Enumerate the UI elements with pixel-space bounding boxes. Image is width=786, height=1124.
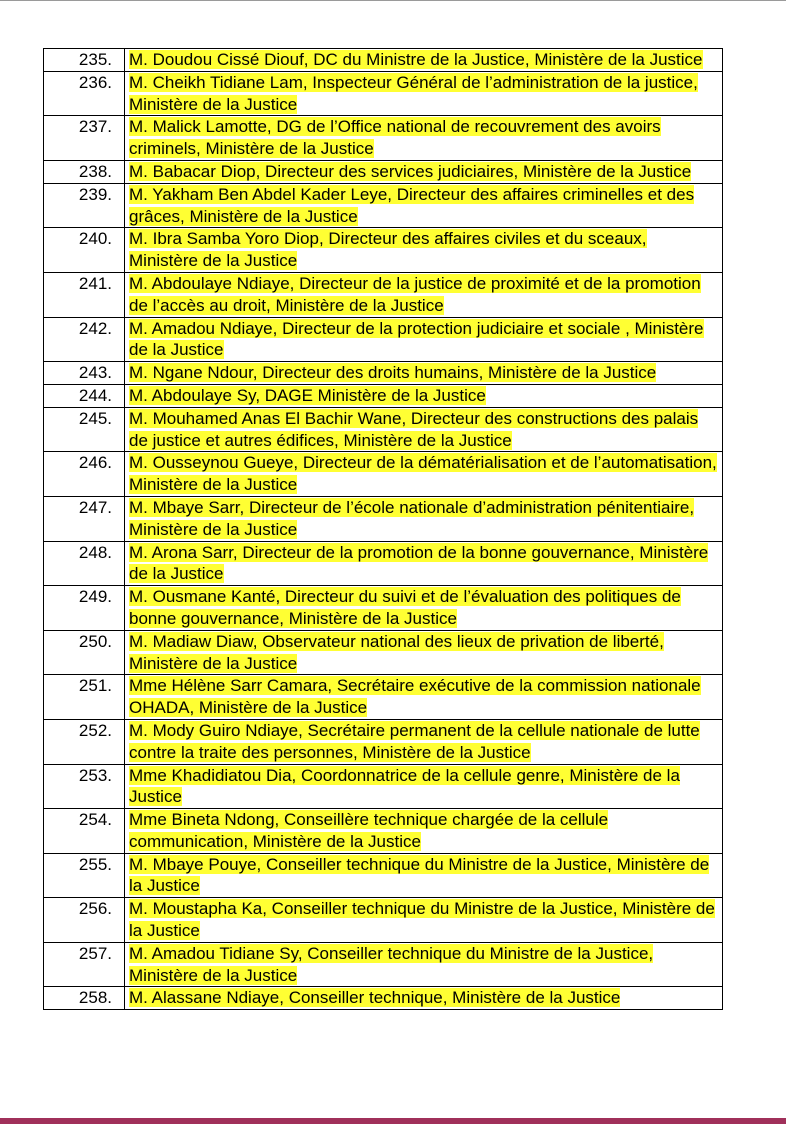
row-entry [125,987,723,1010]
table-row [44,452,723,497]
highlighted-text: M. Abdoulaye Sy, DAGE Ministère de la Justice [129,385,486,405]
attendee-list-table [43,48,723,1010]
table-row [44,116,723,161]
highlighted-text: M. Mbaye Sarr, Directeur de l’école nationale d’administration pénitentiaire, Ministère de la Justice [129,497,695,539]
highlighted-text: M. Abdoulaye Ndiaye, Directeur de la justice de proximité et de la promotion de l’accès au droit, Ministère de la Justice [129,273,701,315]
table-row [44,675,723,720]
row-number: 237. [44,116,125,161]
table-row [44,317,723,362]
row-entry [125,809,723,854]
table-row [44,853,723,898]
row-entry [125,675,723,720]
table-row [44,384,723,407]
table-row [44,496,723,541]
row-entry [125,384,723,407]
table-row [44,541,723,586]
row-entry [125,898,723,943]
row-number: 248. [44,541,125,586]
table-row [44,987,723,1010]
highlighted-text: M. Arona Sarr, Directeur de la promotion de la bonne gouvernance, Ministère de la Justice [129,542,709,584]
row-entry [125,496,723,541]
table-row [44,272,723,317]
row-entry [125,228,723,273]
row-number: 235. [44,49,125,72]
row-number: 250. [44,630,125,675]
row-entry [125,407,723,452]
row-number: 253. [44,764,125,809]
row-entry [125,452,723,497]
highlighted-text: M. Yakham Ben Abdel Kader Leye, Directeur des affaires criminelles et des grâces, Ministère de la Justice [129,184,695,226]
row-entry [125,183,723,228]
row-entry [125,942,723,987]
highlighted-text: M. Amadou Ndiaye, Directeur de la protection judiciaire et sociale , Ministère de la Justice [129,318,704,360]
highlighted-text: M. Mouhamed Anas El Bachir Wane, Directeur des constructions des palais de justice et autres édifices, Ministère de la Justice [129,408,699,450]
row-entry [125,719,723,764]
row-number: 252. [44,719,125,764]
highlighted-text: M. Mbaye Pouye, Conseiller technique du Ministre de la Justice, Ministère de la Justice [129,854,710,896]
row-entry [125,853,723,898]
highlighted-text: M. Ousseynou Gueye, Directeur de la dématérialisation et de l’automatisation, Ministère de la Justice [129,453,717,495]
footer-rule [0,1118,786,1124]
highlighted-text: M. Madiaw Diaw, Observateur national des lieux de privation de liberté, Ministère de la Justice [129,631,664,673]
row-entry [125,586,723,631]
row-number: 243. [44,362,125,385]
row-number: 247. [44,496,125,541]
highlighted-text: M. Ngane Ndour, Directeur des droits humains, Ministère de la Justice [129,363,657,383]
highlighted-text: M. Ousmane Kanté, Directeur du suivi et de l’évaluation des politiques de bonne gouvernance, Ministère de la Justice [129,587,681,628]
highlighted-text: M. Cheikh Tidiane Lam, Inspecteur Général de l’administration de la justice, Ministère de la Justice [129,72,698,114]
table-row [44,942,723,987]
row-number: 245. [44,407,125,452]
table-row [44,809,723,854]
top-divider [0,0,786,1]
highlighted-text: Mme Hélène Sarr Camara, Secrétaire exécutive de la commission nationale OHADA, Ministère de la Justice [129,676,701,718]
table-row [44,586,723,631]
table-row [44,160,723,183]
row-entry [125,116,723,161]
row-number: 244. [44,384,125,407]
highlighted-text: M. Amadou Tidiane Sy, Conseiller technique du Ministre de la Justice, Ministère de la Justice [129,943,654,985]
row-number: 242. [44,317,125,362]
table-row [44,228,723,273]
row-number: 239. [44,183,125,228]
row-number: 246. [44,452,125,497]
row-number: 240. [44,228,125,273]
row-number: 241. [44,272,125,317]
row-number: 254. [44,809,125,854]
table-row [44,49,723,72]
row-entry [125,630,723,675]
highlighted-text: M. Doudou Cissé Diouf, DC du Ministre de la Justice, Ministère de la Justice [129,50,703,69]
table-row [44,183,723,228]
table-row [44,898,723,943]
table-row [44,630,723,675]
table-row [44,719,723,764]
table-row [44,764,723,809]
row-number: 255. [44,853,125,898]
row-entry [125,160,723,183]
row-number: 251. [44,675,125,720]
row-entry [125,541,723,586]
highlighted-text: M. Ibra Samba Yoro Diop, Directeur des affaires civiles et du sceaux, Ministère de la Justice [129,229,647,271]
row-entry [125,49,723,72]
row-number: 238. [44,160,125,183]
table-row [44,71,723,116]
row-number: 257. [44,942,125,987]
row-entry [125,71,723,116]
highlighted-text: M. Alassane Ndiaye, Conseiller technique, Ministère de la Justice [129,988,621,1008]
row-number: 258. [44,987,125,1010]
highlighted-text: M. Babacar Diop, Directeur des services judiciaires, Ministère de la Justice [129,161,692,181]
highlighted-text: M. Moustapha Ka, Conseiller technique du Ministre de la Justice, Ministère de la Justice [129,899,715,941]
row-entry [125,317,723,362]
highlighted-text: M. Malick Lamotte, DG de l’Office national de recouvrement des avoirs criminels, Ministère de la Justice [129,117,661,159]
highlighted-text: Mme Khadidiatou Dia, Coordonnatrice de la cellule genre, Ministère de la Justice [129,765,680,807]
table-row [44,362,723,385]
highlighted-text: Mme Bineta Ndong, Conseillère technique chargée de la cellule communication, Ministère de la Justice [129,810,609,851]
row-number: 249. [44,586,125,631]
table-row [44,407,723,452]
row-entry [125,272,723,317]
row-entry [125,764,723,809]
row-number: 236. [44,71,125,116]
row-entry [125,362,723,385]
row-number: 256. [44,898,125,943]
highlighted-text: M. Mody Guiro Ndiaye, Secrétaire permanent de la cellule nationale de lutte contre la traite des personnes, Ministère de la Justice [129,720,700,762]
